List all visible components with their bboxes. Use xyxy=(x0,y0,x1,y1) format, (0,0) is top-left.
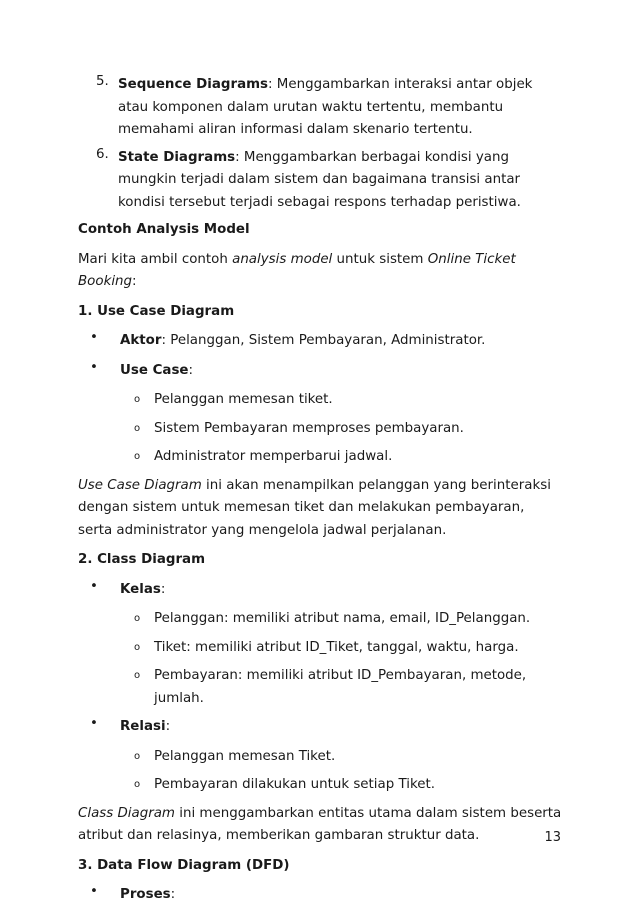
numbered-item xyxy=(96,147,562,215)
item-number: 5. xyxy=(96,74,109,89)
item-number: 6. xyxy=(96,146,109,162)
item-description: : Menggambarkan interaksi antar objek atau komponen dalam urutan waktu tertentu, membantu memahami aliran informasi dalam skenario tertentu. xyxy=(118,77,533,137)
section-heading: 1. Use Case Diagram xyxy=(78,303,235,319)
sub-item: o Sistem Pembayaran memproses pembayaran. xyxy=(134,418,562,441)
sub-marker: o xyxy=(134,670,141,681)
bullet-item: • Aktor: Pelanggan, Sistem Pembayaran, Administrator. xyxy=(86,330,562,353)
sub-item: o Pelanggan: memiliki atribut nama, email, ID_Pelanggan. xyxy=(134,608,562,631)
bullet-item: • Relasi: xyxy=(86,716,562,739)
sub-marker: o xyxy=(134,641,141,653)
body-paragraph: Use Case Diagram ini akan menampilkan pelanggan yang berinteraksi dengan sistem untuk memesan tiket dan melakukan pembayaran, serta administrator yang mengelola jadwal perjalanan. xyxy=(78,477,551,538)
page-number: 13 xyxy=(544,830,561,845)
sub-item: o Pembayaran dilakukan untuk setiap Tiket. xyxy=(134,774,562,797)
item-term: State Diagrams xyxy=(118,149,236,165)
sub-item: o Pembayaran: memiliki atribut ID_Pembayaran, metode, jumlah. xyxy=(134,665,562,710)
item-description: : Menggambarkan berbagai kondisi yang mungkin terjadi dalam sistem dan bagaimana transisi antar kondisi tersebut terjadi sebagai respons terhadap peristiwa. xyxy=(118,149,521,210)
sub-marker: o xyxy=(134,422,141,434)
sub-item: o Pelanggan memesan tiket. xyxy=(134,389,562,412)
bullet-marker: • xyxy=(90,578,98,594)
section-heading: Contoh Analysis Model xyxy=(78,222,250,237)
sub-item: o Administrator memperbarui jadwal. xyxy=(134,446,562,469)
sub-marker: o xyxy=(134,613,141,624)
section-heading: 2. Class Diagram xyxy=(78,552,206,567)
body-paragraph: Class Diagram ini menggambarkan entitas utama dalam sistem beserta atribut dan relasinya, memberikan gambaran struktur data. xyxy=(78,805,562,843)
bullet-marker: • xyxy=(90,330,98,345)
sub-marker: o xyxy=(134,779,141,790)
bullet-marker: • xyxy=(90,884,98,899)
intro-paragraph: Mari kita ambil contoh analysis model untuk sistem Online Ticket Booking: xyxy=(78,251,516,289)
item-term: Sequence Diagrams xyxy=(118,77,269,92)
bullet-item: • Kelas: xyxy=(86,579,562,602)
document-page xyxy=(78,74,562,914)
sub-marker: o xyxy=(134,750,141,762)
sub-item: o Tiket: memiliki atribut ID_Tiket, tanggal, waktu, harga. xyxy=(134,637,562,660)
sub-marker: o xyxy=(134,451,141,462)
sub-marker: o xyxy=(134,394,141,405)
bullet-marker: • xyxy=(90,716,98,731)
bullet-item: • Use Case: xyxy=(86,360,562,383)
bullet-marker: • xyxy=(90,359,98,375)
section-heading: 3. Data Flow Diagram (DFD) xyxy=(78,857,290,873)
numbered-item xyxy=(96,74,562,142)
sub-item: o Pelanggan memesan Tiket. xyxy=(134,746,562,769)
bullet-item: • Proses: xyxy=(86,884,562,907)
